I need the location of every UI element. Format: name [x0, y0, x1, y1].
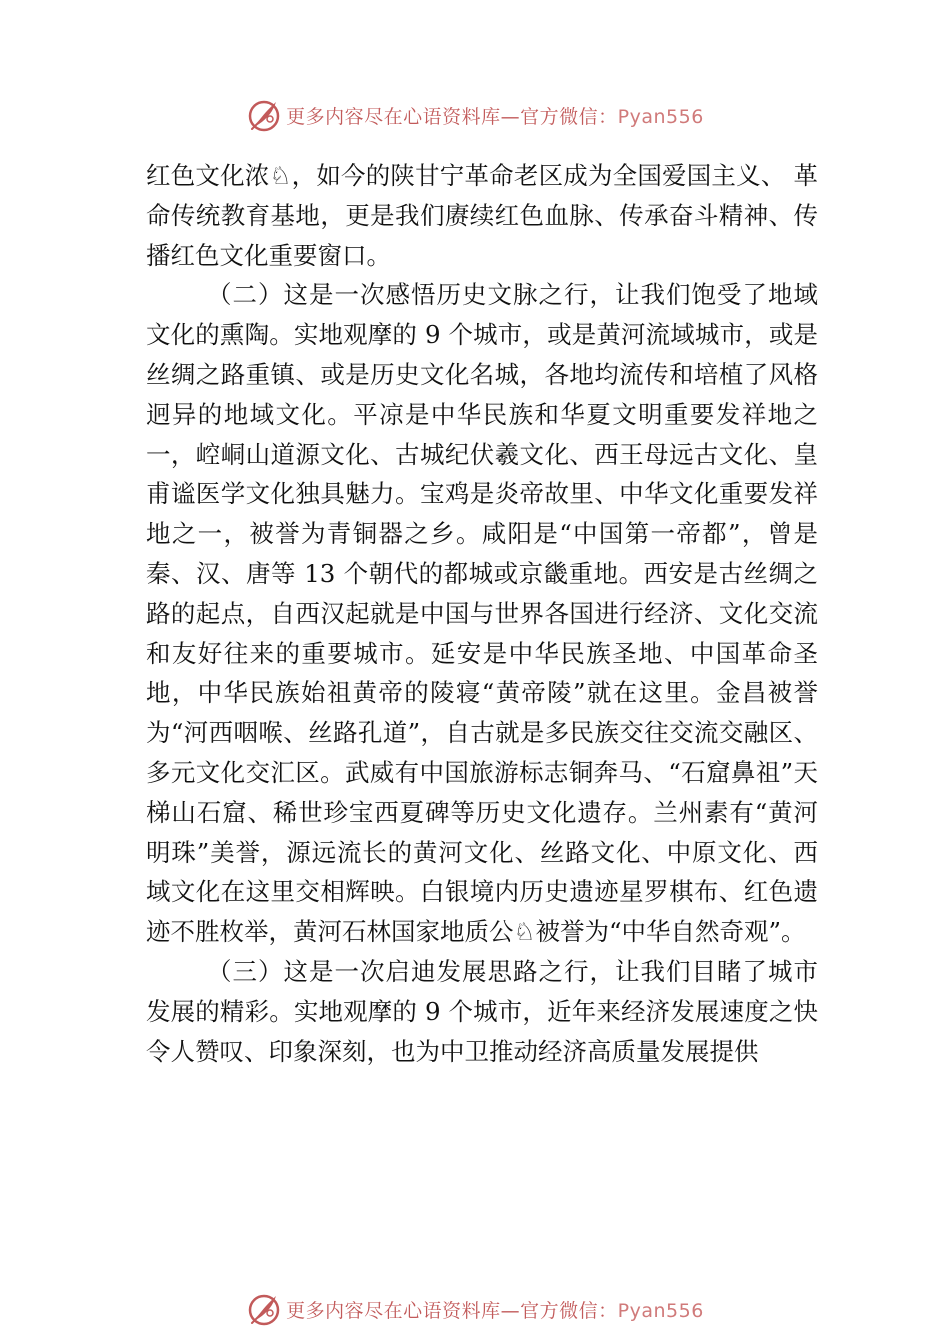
header-banner-text: 更多内容尽在心语资料库—官方微信：Pyan556: [286, 105, 704, 128]
paragraph-1: 红色文化浓♘，如今的陕甘宁革命老区成为全国爱国主义、 革命传统教育基地，更是我们赓续红色血脉、传承奋斗精神、传播红色文化重要窗口。: [146, 161, 818, 270]
footer-banner-id: Pyan556: [617, 1299, 704, 1322]
header-watermark-banner: [0, 93, 950, 137]
feather-quill-logo-icon: [246, 97, 282, 133]
paragraph-3: （三）这是一次启迪发展思路之行，让我们目睹了城市发展的精彩。实地观摩的 9 个城市，近年来经济发展速度之快令人赞叹、印象深刻，也为中卫推动经济高质量发展提供: [146, 956, 818, 1066]
footer-banner-text: 更多内容尽在心语资料库—官方微信：Pyan556: [286, 1299, 704, 1322]
feather-quill-logo-icon: [246, 1291, 282, 1327]
footer-watermark-banner: [0, 1287, 950, 1331]
header-banner-id: Pyan556: [617, 105, 704, 128]
document-body: [146, 156, 818, 1071]
paragraph-2: （二）这是一次感悟历史文脉之行，让我们饱受了地域文化的熏陶。实地观摩的 9 个城市，或是黄河流域城市，或是丝绸之路重镇、或是历史文化名城，各地均流传和培植了风格迥异的地域文化。平凉是中华民族和华夏文明重要发祥地之一，崆峒山道源文化、古城纪伏羲文化、西王母远古文化、皇甫谧医学文化独具魅力。宝鸡是炎帝故里、中华文化重要发祥地之一，被誉为青铜器之乡。咸阳是“中国第一帝都”，曾是秦、汉、唐等 13 个朝代的都城或京畿重地。西安是古丝绸之路的起点，自西汉起就是中国与世界各国进行经济、文化交流和友好往来的重要城市。延安是中华民族圣地、中国革命圣地，中华民族始祖黄帝的陵寝“黄帝陵”就在这里。金昌被誉为“河西咽喉、丝路孔道”，自古就是多民族交往交流交融区、多元文化交汇区。武威有中国旅游标志铜奔马、“石窟鼻祖”天梯山石窟、稀世珍宝西夏碑等历史文化遗存。兰州素有“黄河明珠”美誉，源远流长的黄河文化、丝路文化、中原文化、西域文化在这里交相辉映。白银境内历史遗迹星罗棋布、红色遗迹不胜枚举，黄河石林国家地质公♘被誉为“中华自然奇观”。: [146, 280, 818, 947]
